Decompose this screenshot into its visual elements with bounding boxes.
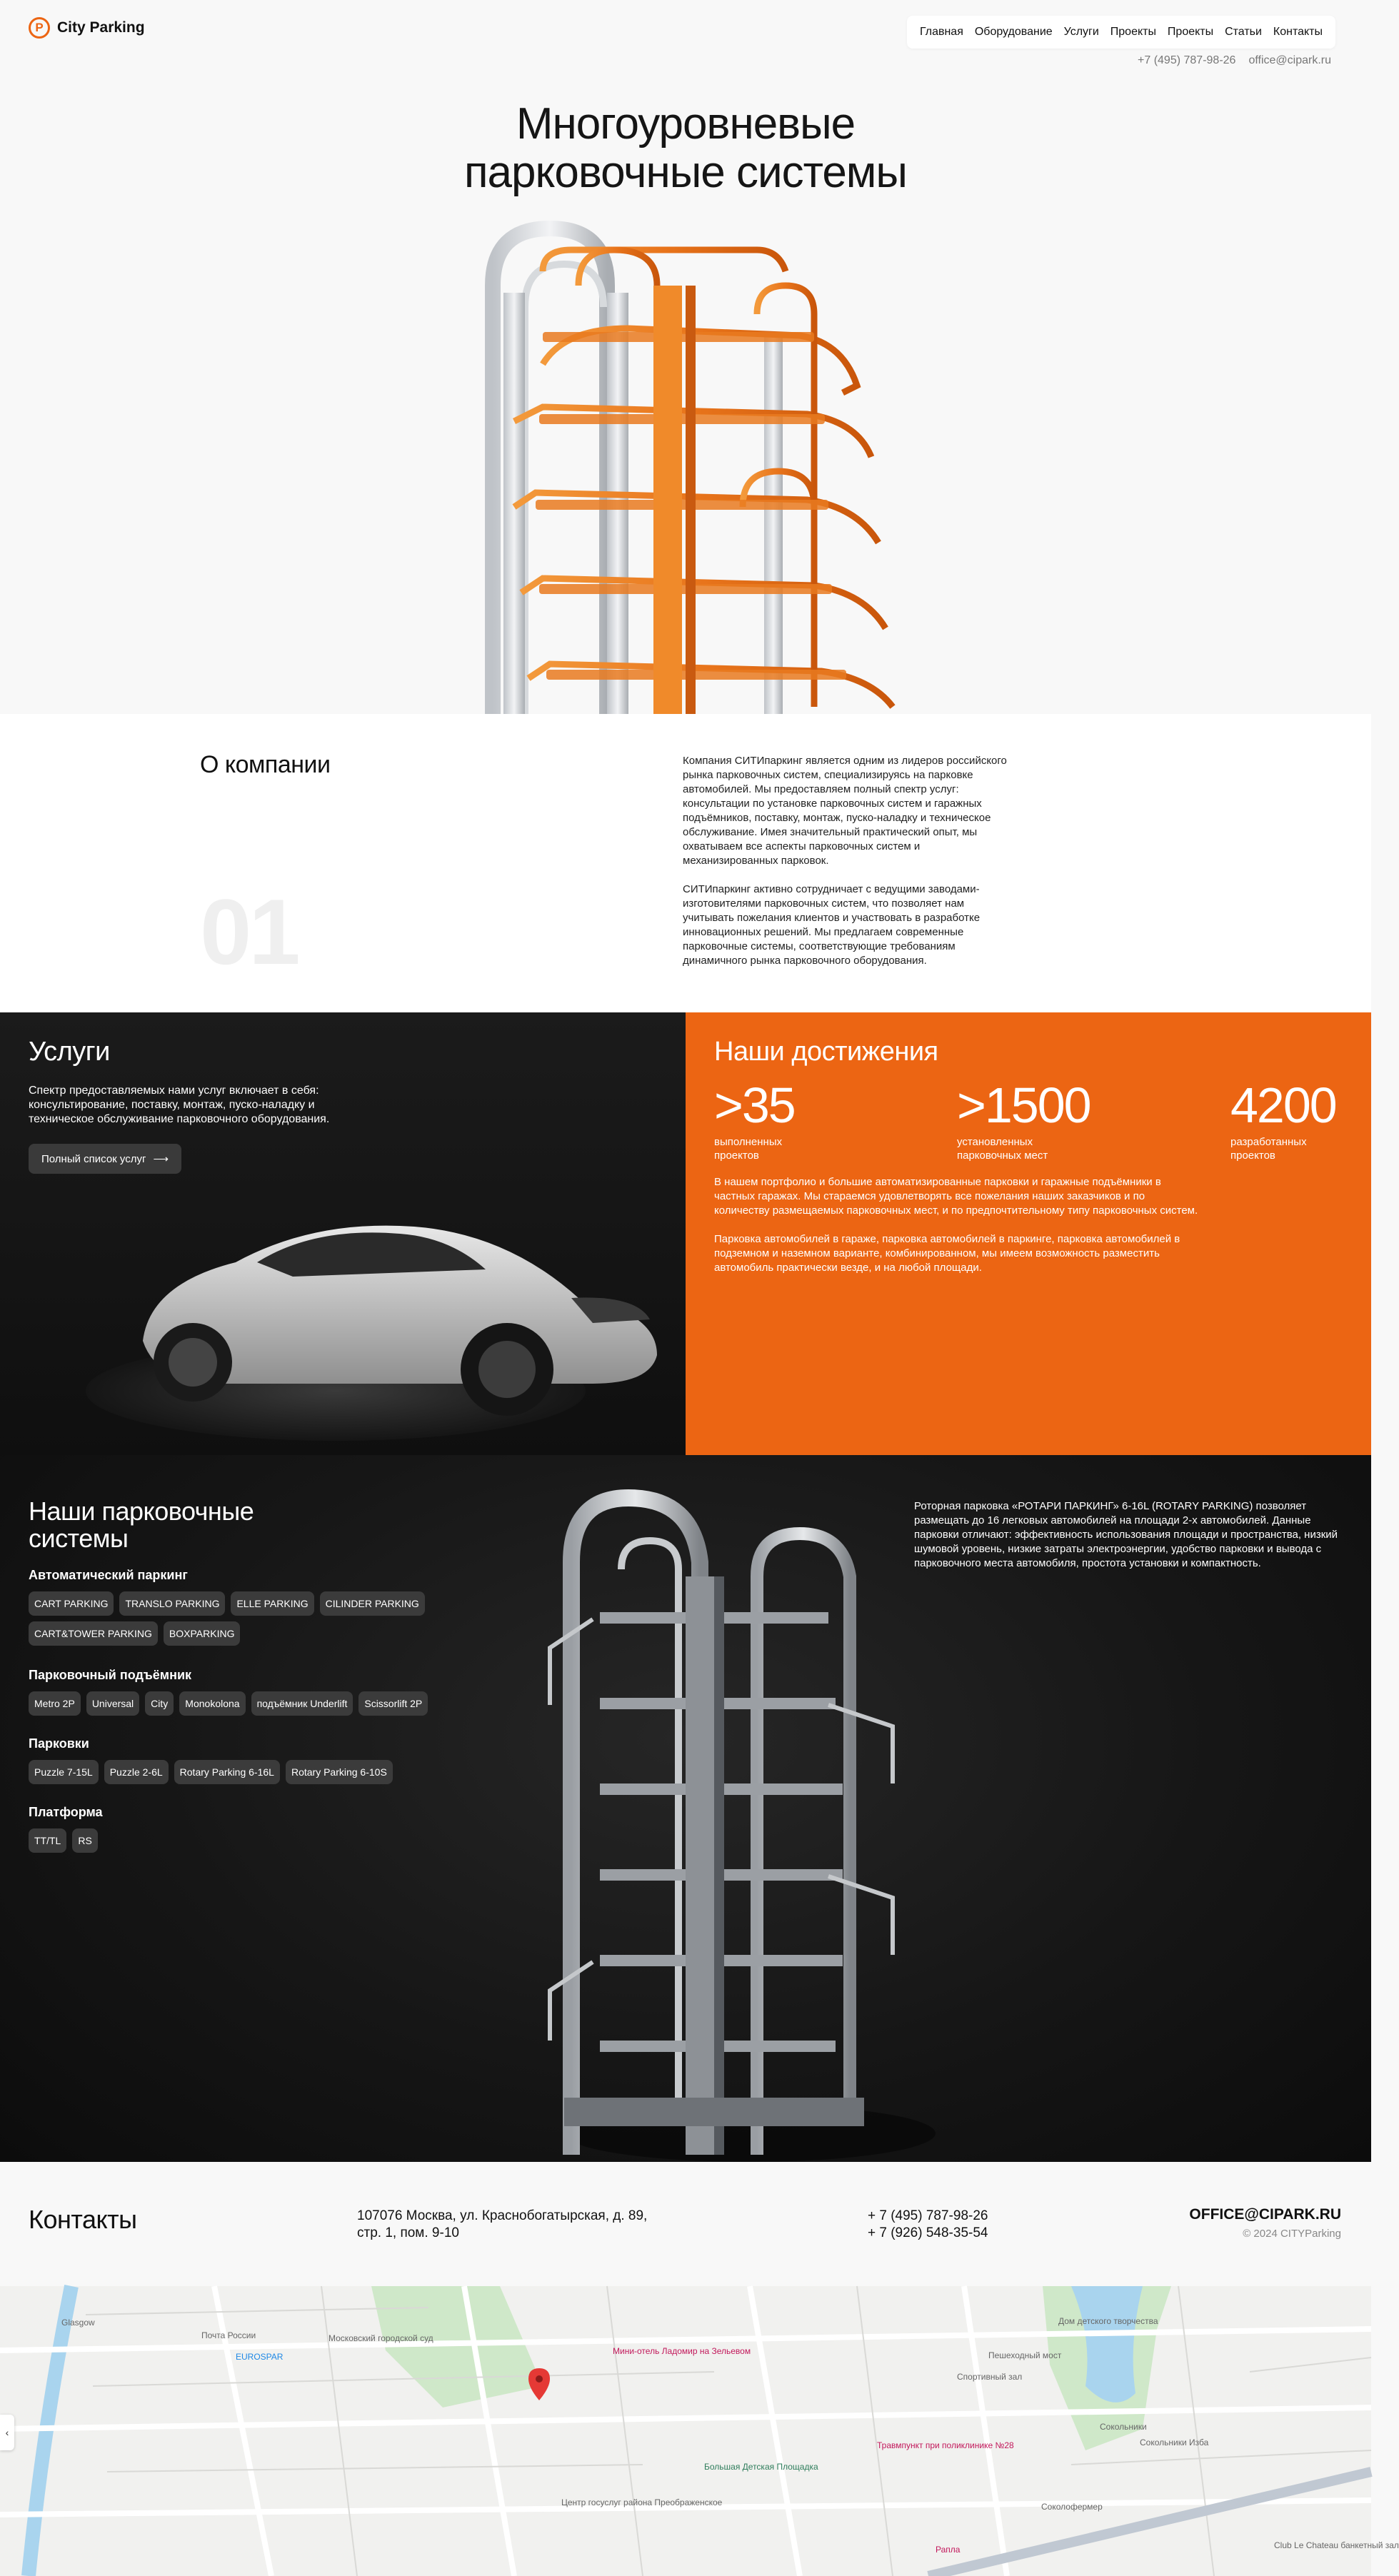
sports-car-image bbox=[79, 1155, 671, 1441]
systems-description: Роторная парковка «РОТАРИ ПАРКИНГ» 6-16L (ROTARY PARKING) позволяет размещать до 16 легковых автомобилей на площади 2-х автомобилей. Данные парковки отличают: эффективность использования площади и пространства, низкий шумовой уровень, низкие затраты электроэнергии, удобство парковки и вывода с парковочного места автомобиля, простота установки и компактность. bbox=[914, 1500, 1338, 1569]
stat-label bbox=[714, 1135, 795, 1162]
nav-item-projects[interactable]: Проекты bbox=[1110, 26, 1156, 38]
chip-rotary-6-10s[interactable]: Rotary Parking 6-10S bbox=[286, 1760, 393, 1784]
category-platform bbox=[29, 1805, 471, 1853]
about-section-number: 01 bbox=[200, 880, 298, 984]
contacts-address bbox=[357, 2208, 671, 2242]
achievements-title: Наши достижения bbox=[714, 1037, 938, 1067]
chip-city[interactable]: City bbox=[145, 1691, 174, 1716]
chip-list bbox=[29, 1828, 471, 1853]
map-label: Московский городской суд bbox=[329, 2333, 433, 2343]
rotary-parking-image bbox=[521, 1469, 964, 2169]
phone-1[interactable]: + 7 (495) 787-98-26 bbox=[868, 2208, 988, 2223]
logo[interactable] bbox=[29, 17, 145, 39]
chip-list bbox=[29, 1591, 471, 1646]
nav-item-articles[interactable]: Статьи bbox=[1225, 26, 1262, 38]
map-label: Сокольники bbox=[1100, 2422, 1147, 2432]
hero-title-line2: парковочные системы bbox=[463, 148, 907, 197]
stat-value: >35 bbox=[714, 1077, 795, 1133]
achievements-paragraph-1: В нашем портфолио и большие автоматизированные парковки и гаражные подъёмники в частных гаражах. Мы стараемся удовлетворять все пожелания наших заказчиков и по количеству размещаемых парковочных мест, и по предпочтительному типу парковочных систем. bbox=[714, 1176, 1198, 1217]
nav-item-contacts[interactable]: Контакты bbox=[1273, 26, 1323, 38]
chip-elle-parking[interactable]: ELLE PARKING bbox=[231, 1591, 314, 1616]
stat-value: 4200 bbox=[1230, 1077, 1336, 1133]
map-label: Рапла bbox=[936, 2545, 961, 2555]
chip-universal[interactable]: Universal bbox=[86, 1691, 139, 1716]
nav-item-equipment[interactable]: Оборудование bbox=[974, 26, 1053, 38]
nav-item-home[interactable]: Главная bbox=[919, 26, 963, 38]
hero-title bbox=[0, 100, 1371, 197]
achievements-text bbox=[714, 1175, 1200, 1275]
contacts-email-block bbox=[1189, 2206, 1341, 2240]
map-widget[interactable] bbox=[0, 2286, 1399, 2576]
map-label: Соколофермер bbox=[1041, 2502, 1103, 2512]
hero-parking-tower-image bbox=[471, 207, 943, 714]
contacts-section bbox=[0, 2162, 1371, 2286]
chip-list bbox=[29, 1691, 471, 1716]
achievements-section bbox=[686, 1012, 1371, 1455]
chip-cart-tower-parking[interactable]: CART&TOWER PARKING bbox=[29, 1621, 158, 1646]
arrow-right-icon: ⟶ bbox=[153, 1153, 169, 1165]
hero-title-line1: Многоуровневые bbox=[516, 99, 856, 149]
address-line-1: 107076 Москва, ул. Краснобогатырская, д. 89, bbox=[357, 2208, 648, 2223]
stat-label bbox=[957, 1135, 1090, 1162]
about-section bbox=[0, 714, 1371, 1012]
header-email[interactable]: office@cipark.ru bbox=[1248, 54, 1331, 66]
services-section bbox=[0, 1012, 686, 1455]
chip-underlift[interactable]: подъёмник Underlift bbox=[251, 1691, 353, 1716]
contacts-title: Контакты bbox=[29, 2205, 137, 2234]
stat-parking-spaces bbox=[957, 1078, 1090, 1162]
stat-label-line2: парковочных мест bbox=[957, 1149, 1048, 1162]
stat-label-line1: установленных bbox=[957, 1136, 1033, 1148]
about-paragraph-1: Компания СИТИпаркинг является одним из лидеров российского рынка парковочных систем, специализируясь на парковке автомобилей. Мы предоставляем полный спектр услуг: консультации по установке парковочных систем и гаражных подъёмников, поставку, монтаж, пуско-наладку и техническое обслуживание. Имея значительный практический опыт, мы охватываем все аспекты парковочных систем и механизированных парковок. bbox=[683, 755, 1007, 867]
chip-puzzle-2-6l[interactable]: Puzzle 2-6L bbox=[104, 1760, 169, 1784]
map-canvas[interactable] bbox=[0, 2286, 1371, 2576]
category-title: Парковки bbox=[29, 1736, 89, 1751]
map-label: EUROSPAR bbox=[236, 2352, 284, 2362]
contacts-phones bbox=[868, 2208, 988, 2242]
stat-label-line2: проектов bbox=[714, 1149, 759, 1162]
header-phone[interactable]: +7 (495) 787-98-26 bbox=[1138, 54, 1236, 66]
map-label: Центр госуслуг района Преображенское bbox=[561, 2497, 723, 2507]
parking-systems-section bbox=[0, 1455, 1371, 2162]
nav-item-projects-2[interactable]: Проекты bbox=[1167, 26, 1214, 38]
stat-label-line1: разработанных bbox=[1230, 1136, 1307, 1148]
chip-rotary-6-16l[interactable]: Rotary Parking 6-16L bbox=[174, 1760, 280, 1784]
logo-text: City Parking bbox=[57, 19, 145, 36]
chip-boxparking[interactable]: BOXPARKING bbox=[164, 1621, 241, 1646]
chip-monokolona[interactable]: Monokolona bbox=[179, 1691, 245, 1716]
achievements-paragraph-2: Парковка автомобилей в гараже, парковка автомобилей в паркинге, парковка автомобилей в подземном и наземном варианте, комбинированном, мы имеем возможность разместить автомобиль практически везде, и на любой площади. bbox=[714, 1233, 1180, 1274]
site-header bbox=[0, 0, 1371, 79]
services-title: Услуги bbox=[29, 1037, 110, 1067]
map-label: Травмпункт при поликлинике №28 bbox=[877, 2440, 1014, 2450]
logo-icon: P bbox=[29, 17, 50, 39]
stat-label-line1: выполненных bbox=[714, 1136, 783, 1148]
stat-projects-done bbox=[714, 1078, 795, 1162]
stat-value: >1500 bbox=[957, 1077, 1090, 1133]
chip-translo-parking[interactable]: TRANSLO PARKING bbox=[119, 1591, 225, 1616]
category-title: Парковочный подъёмник bbox=[29, 1668, 192, 1682]
about-text bbox=[683, 754, 1011, 968]
chip-cart-parking[interactable]: CART PARKING bbox=[29, 1591, 114, 1616]
address-line-2: стр. 1, пом. 9-10 bbox=[357, 2225, 459, 2240]
chip-scissorlift-2p[interactable]: Scissorlift 2P bbox=[358, 1691, 428, 1716]
category-parkings bbox=[29, 1736, 471, 1784]
map-label: Сокольники Изба bbox=[1140, 2437, 1209, 2447]
map-label: Почта России bbox=[201, 2330, 256, 2340]
header-contacts bbox=[1138, 54, 1331, 67]
category-title: Платформа bbox=[29, 1805, 103, 1819]
category-automatic-parking bbox=[29, 1568, 471, 1646]
about-paragraph-2: СИТИпаркинг активно сотрудничает с ведущими заводами-изготовителями парковочных систем, что позволяет нам учитывать пожелания клиентов и участвовать в разработке инновационных решений. Мы предлагаем современные парковочные системы, соответствующие требованиям динамичного рынка парковочного оборудования. bbox=[683, 883, 981, 967]
stat-label-line2: проектов bbox=[1230, 1149, 1275, 1162]
systems-title: Наши парковочные системы bbox=[29, 1496, 254, 1553]
chip-cilinder-parking[interactable]: CILINDER PARKING bbox=[320, 1591, 425, 1616]
map-label: Пешеходный мост bbox=[988, 2350, 1062, 2360]
about-title: О компании bbox=[200, 751, 331, 778]
category-parking-lift bbox=[29, 1668, 471, 1716]
services-button-label: Полный список услуг bbox=[41, 1152, 146, 1165]
map-label: Club Le Chateau банкетный зал bbox=[1274, 2540, 1399, 2550]
chip-list bbox=[29, 1760, 471, 1784]
services-full-list-button[interactable] bbox=[29, 1144, 181, 1174]
stat-label bbox=[1230, 1135, 1336, 1162]
map-label: Спортивный зал bbox=[957, 2372, 1023, 2382]
chip-rs[interactable]: RS bbox=[72, 1828, 97, 1853]
map-panel-toggle-icon[interactable]: ‹ bbox=[0, 2415, 14, 2450]
phone-2[interactable]: + 7 (926) 548-35-54 bbox=[868, 2225, 988, 2240]
nav-item-services[interactable]: Услуги bbox=[1063, 26, 1099, 38]
map-label: Дом детского творчества bbox=[1058, 2316, 1158, 2326]
map-label: Мини-отель Ладомир на Зельевом bbox=[613, 2346, 751, 2356]
stat-projects-developed bbox=[1230, 1078, 1336, 1162]
chip-metro-2p[interactable]: Metro 2P bbox=[29, 1691, 81, 1716]
map-label: Большая Детская Площадка bbox=[704, 2462, 818, 2472]
chip-tt-tl[interactable]: TT/TL bbox=[29, 1828, 66, 1853]
services-description: Спектр предоставляемых нами услуг включает в себя: консультирование, поставку, монтаж, пуско-наладку и техническое обслуживание парковочного оборудования. bbox=[29, 1085, 330, 1125]
contacts-email[interactable]: OFFICE@CIPARK.RU bbox=[1189, 2206, 1341, 2223]
category-title: Автоматический паркинг bbox=[29, 1568, 188, 1582]
map-label: Glasgow bbox=[61, 2318, 95, 2328]
copyright: © 2024 CITYParking bbox=[1243, 2228, 1341, 2240]
main-nav bbox=[907, 16, 1335, 49]
chip-puzzle-7-15l[interactable]: Puzzle 7-15L bbox=[29, 1760, 99, 1784]
